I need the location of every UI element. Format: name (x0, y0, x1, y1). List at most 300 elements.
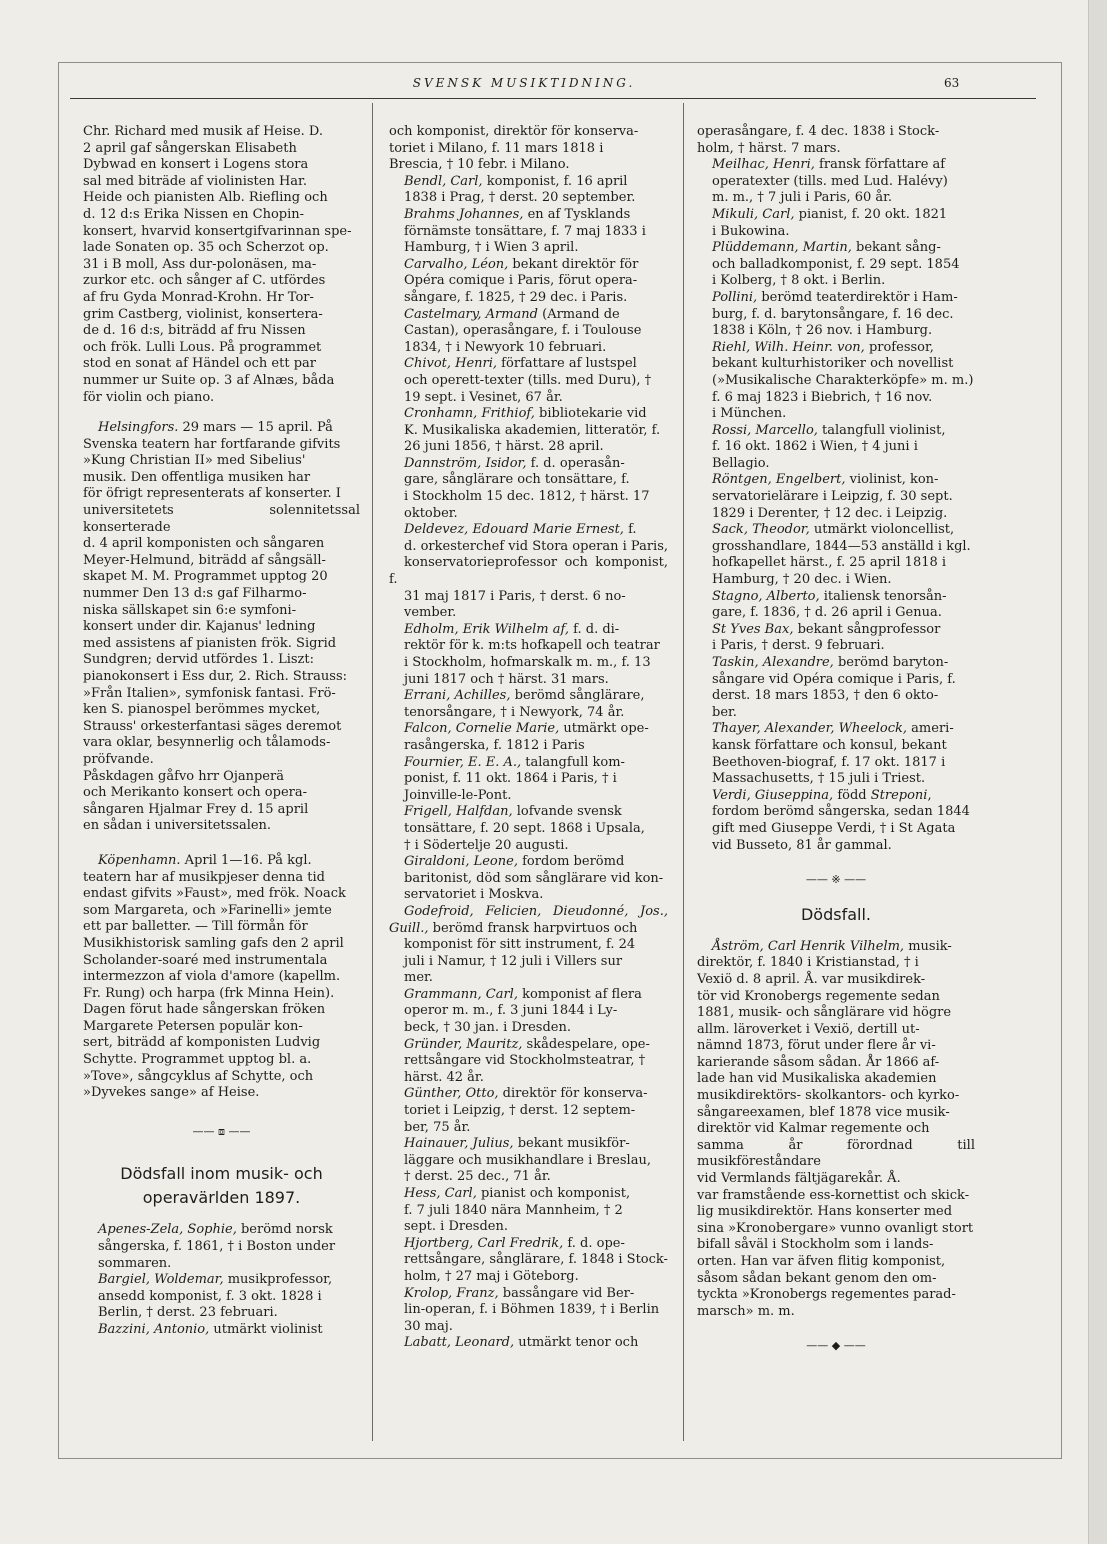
text-line: fordom berömd (517, 854, 625, 870)
text-line: servatorielärare i Leipzig, f. 30 sept. (712, 489, 953, 505)
place-name: Köpenhamn. (98, 852, 181, 868)
text-line: Castan), operasångare, f. i Toulouse (404, 323, 642, 339)
person-name: Riehl, Wilh. Heinr. von, (712, 339, 865, 355)
text-line: d. orkesterchef vid Stora operan i Paris, (404, 538, 668, 554)
text-line: nämnd 1873, förut under flere år vi- (697, 1038, 936, 1054)
text-line: sångerska, f. 1861, † i Boston under (98, 1239, 336, 1255)
text-line: »Från Italien», symfonisk fantasi. Frö- (83, 685, 336, 701)
text-line: rettsångare, sånglärare, f. 1848 i Stock- (404, 1252, 668, 1268)
text-line: 1838 i Köln, † 26 nov. i Hamburg. (712, 323, 933, 339)
text-line: marsch» m. m. (697, 1303, 795, 1319)
text-line: ameri- (907, 721, 954, 737)
running-head: SVENSK MUSIKTIDNING. (412, 76, 636, 90)
text-line: direktör för konserva- (498, 1086, 648, 1102)
text-line: i München. (712, 406, 787, 422)
person-name: Plüddemann, Martin, (712, 240, 852, 256)
obituary-entry (697, 472, 975, 522)
person-name: Carvalho, Léon, (404, 256, 509, 272)
text-line: pröfvande. (83, 751, 154, 767)
text-line: Opéra comique i Paris, förut opera- (404, 273, 638, 289)
obituary-list (83, 1222, 360, 1338)
text-line: tör vid Kronobergs regemente sedan (697, 988, 940, 1004)
text-line: af fru Gyda Monrad-Krohn. Hr Tor- (83, 289, 314, 305)
text-line: intermezzon af viola d'amore (kapellm. (83, 969, 341, 985)
obituary-entry (389, 1136, 668, 1186)
text-line: italiensk tenorsån- (819, 588, 947, 604)
text-line: ken S. pianospel berömmes mycket, (83, 702, 321, 718)
text-line: Joinville-le-Pont. (404, 787, 512, 803)
text-line: »Kung Christian II» med Sibelius' (83, 453, 306, 469)
text-line: hofkapellet härst., f. 25 april 1818 i (712, 555, 947, 571)
text-line: bifall såväl i Stockholm som i lands- (697, 1237, 934, 1253)
text-line: servatoriet i Moskva. (404, 887, 544, 903)
text-line: holm, † 27 maj i Göteborg. (404, 1268, 579, 1284)
text-line: Påskdagen gåfvo hrr Ojanperä (83, 768, 284, 784)
text-line: vid Busseto, 81 år gammal. (712, 837, 892, 853)
person-name: Verdi, Giuseppina, (712, 787, 834, 803)
text-line: stod en sonat af Händel och ett par (83, 356, 316, 372)
text-line: i Stockholm 15 dec. 1812, † härst. 17 (404, 489, 650, 505)
text-line: teatern har af musikpjeser denna tid (83, 869, 325, 885)
ornament-divider: —— ⧈ —— (192, 1124, 251, 1138)
text-line: zurkor etc. och sånger af C. utfördes (83, 273, 326, 289)
place-name: Helsingfors. (98, 420, 179, 436)
text-line: oktober. (404, 505, 458, 521)
text-line: skapet M. M. Programmet upptog 20 (83, 569, 328, 585)
text-line: operatexter (tills. med Lud. Halévy) (712, 173, 948, 189)
person-name: Labatt, Leonard, (404, 1335, 515, 1351)
text-line: lade Sonaten op. 35 och Scherzot op. (83, 240, 329, 256)
text-line: »Tove», sångcyklus af Schytte, och (83, 1068, 314, 1084)
person-name: Taskin, Alexandre, (712, 655, 834, 670)
text-line: orten. Han var äfven flitig komponist, (697, 1254, 946, 1269)
person-name: Röntgen, Engelbert, (712, 472, 846, 488)
person-name: Frigell, Halfdan, (404, 804, 513, 820)
text-line: Beethoven-biograf, f. 17 okt. 1817 i (712, 754, 946, 770)
text-line: berömd teaterdirektör i Ham- (757, 289, 958, 305)
text-line: burg, f. d. barytonsångare, f. 16 dec. (712, 306, 954, 322)
text-line: sångare, f. 1825, † 29 dec. i Paris. (404, 289, 628, 305)
person-name: Hjortberg, Carl Fredrik, (404, 1235, 564, 1251)
text-line: f. 7 juli 1840 nära Mannheim, † 2 (404, 1202, 623, 1218)
text-line: (Armand de (538, 306, 620, 322)
text-line: juli i Namur, † 12 juli i Villers sur (404, 953, 623, 969)
text-line: gare, f. 1836, † d. 26 april i Genua. (712, 605, 942, 621)
text-line: tonsättare, f. 20 sept. 1868 i Upsala, (404, 820, 645, 836)
ornament-divider: —— ◆ —— (806, 1339, 866, 1353)
person-name: Bargiel, Woldemar, (98, 1272, 224, 1288)
text-line: vid Vermlands fältjägarekår. Å. (697, 1171, 901, 1187)
person-name: Bazzini, Antonio, (98, 1322, 210, 1337)
obituary-entry (389, 804, 668, 854)
text-line: fordom berömd sångerska, sedan 1844 (712, 804, 970, 820)
text-line: Margarete Petersen populär kon- (83, 1018, 303, 1034)
obituary-entry (697, 290, 975, 340)
text-line: rettsångare vid Stockholmsteatrar, † (404, 1053, 646, 1069)
text-line: 19 sept. i Vesinet, 67 år. (404, 389, 563, 405)
text-line: var framstående ess-kornettist och skick- (697, 1187, 970, 1203)
obituary-entry (83, 1322, 360, 1339)
text-line: 1829 i Derenter, † 12 dec. i Leipzig. (712, 505, 948, 521)
text-line: Massachusetts, † 15 juli i Triest. (712, 771, 926, 787)
obituary-entry (389, 1086, 668, 1136)
text-line: bekant sångprofessor (793, 621, 941, 637)
text-line: sångaren Hjalmar Frey d. 15 april (83, 801, 309, 817)
obituary-entry (389, 1236, 668, 1286)
text-line: 29 mars — 15 april. På (178, 420, 333, 436)
text-line: komponist af flera (517, 986, 642, 1002)
person-name: Gründer, Mauritz, (404, 1036, 523, 1052)
text-line: talangfull kom- (521, 754, 625, 770)
obituary-entry (389, 904, 668, 987)
text-line: förnämste tonsättare, f. 7 maj 1833 i (404, 223, 646, 239)
text-line: ansedd komponist, f. 3 okt. 1828 i (98, 1288, 322, 1304)
text-line: m. m., † 7 juli i Paris, 60 år. (712, 190, 893, 206)
text-line: Chr. Richard med musik af Heise. D. (83, 124, 324, 139)
norway-concerts-paragraph (83, 124, 360, 406)
text-line: f. d. operasån- (526, 455, 625, 471)
text-line: musik. Den offentliga musiken har (83, 469, 311, 485)
text-line: operor m. m., f. 3 juni 1844 i Ly- (404, 1003, 618, 1019)
obituary-entry (389, 257, 668, 307)
text-line: ponist, f. 11 okt. 1864 i Paris, † i (404, 771, 617, 787)
text-line: berömd fransk harpvirtuos och (428, 920, 638, 936)
text-line: K. Musikaliska akademien, litteratör, f. (404, 422, 661, 438)
person-name: St Yves Bax, (712, 621, 794, 637)
text-line: komponist, f. 16 april (482, 173, 628, 189)
person-name: Meilhac, Henri, (712, 157, 815, 173)
person-name: Apenes-Zela, Sophie, (98, 1222, 237, 1238)
column-divider (372, 103, 373, 1441)
text-line: f. 16 okt. 1862 i Wien, † 4 juni i (712, 439, 918, 455)
obituary-entry (389, 1037, 668, 1087)
text-line: gift med Giuseppe Verdi, † i St Agata (712, 820, 956, 836)
text-line: och balladkomponist, f. 29 sept. 1854 (712, 256, 960, 272)
text-line: derst. 18 mars 1853, † den 6 okto- (712, 688, 939, 704)
text-line: Meyer-Helmund, biträdd af sångsäll- (83, 552, 326, 568)
person-name: Sack, Theodor, (712, 522, 810, 538)
obituary-list (697, 124, 975, 854)
text-line: 1881, musik- och sånglärare vid högre (697, 1005, 952, 1021)
text-line: sert, biträdd af komponisten Ludvig (83, 1035, 321, 1051)
obituary-entry (389, 207, 668, 257)
person-name: Fournier, E. E. A., (404, 754, 522, 770)
text-line: bekant kulturhistoriker och novellist (712, 356, 954, 372)
obituary-entry (697, 240, 975, 290)
obituary-entry (697, 423, 975, 473)
text-line: fransk författare af (814, 157, 946, 173)
text-line: utmärkt tenor och (514, 1335, 639, 1351)
text-line: i Bukowina. (712, 223, 790, 239)
text-line: en af Tysklands (523, 206, 631, 222)
text-line: allm. läroverket i Vexiö, dertill ut- (697, 1021, 920, 1037)
kobenhavn-paragraph (83, 853, 360, 1102)
text-line: härst. 42 år. (404, 1069, 484, 1085)
obituary-entry (697, 655, 975, 721)
text-line: (»Musikalische Charakterköpfe» m. m.) (712, 372, 974, 388)
heading-line: operavärlden 1897. (142, 1188, 301, 1208)
heading-line: Dödsfall inom musik- och (120, 1164, 323, 1184)
text-line: en sådan i universitetssalen. (83, 818, 272, 834)
text-line: i Paris, † derst. 9 februari. (712, 638, 885, 654)
text-line: holm, † härst. 7 mars. (697, 140, 841, 156)
text-line: nummer ur Suite op. 3 af Alnæs, båda (83, 372, 335, 388)
text-line: Svenska teatern har fortfarande gifvits (83, 436, 341, 452)
page-edge (1088, 0, 1107, 1544)
text-line: kansk författare och konsul, bekant (712, 737, 947, 753)
text-line: berömd sånglärare, (510, 688, 645, 704)
text-line: ber. (712, 704, 737, 720)
text-line: Hamburg, † i Wien 3 april. (404, 240, 579, 256)
obituary-entry (697, 721, 975, 787)
obituary-entry (389, 1335, 668, 1352)
text-line: d. 4 april komponisten och sångaren (83, 536, 325, 552)
column-2 (389, 124, 668, 1352)
obituary-entry (389, 406, 668, 456)
text-line: † i Södertelje 20 augusti. (404, 837, 569, 853)
text-line: för violin och piano. (83, 389, 215, 405)
text-line: sal med biträde af violinisten Har. (83, 173, 307, 189)
obituary-heading (83, 1162, 360, 1210)
text-line: Dagen förut hade sångerskan fröken (83, 1002, 326, 1018)
text-line: Berlin, † derst. 23 februari. (98, 1305, 278, 1321)
obituary-entry (389, 522, 668, 622)
text-line: 26 juni 1856, † härst. 28 april. (404, 439, 604, 455)
text-line: född (833, 787, 871, 803)
text-line: talangfull violinist, (817, 422, 946, 438)
text-line: bassångare vid Ber- (498, 1285, 635, 1301)
text-line: skådespelare, ope- (522, 1036, 650, 1052)
text-line: operasångare, f. 4 dec. 1838 i Stock- (697, 124, 940, 139)
text-line: karierande såsom sådan. År 1866 af- (697, 1054, 940, 1070)
text-line: och frök. Lulli Lous. På programmet (83, 339, 322, 355)
text-line: rektör för k. m:ts hofkapell och teatrar (404, 638, 660, 654)
text-line: sina »Kronobergare» vunno ovanligt stort (697, 1220, 974, 1236)
obituary-entry (697, 589, 975, 622)
obituary-entry (389, 622, 668, 688)
text-line: toriet i Milano, f. 11 mars 1818 i (389, 140, 604, 156)
text-line: och komponist, direktör för konserva- (389, 124, 639, 139)
text-line: författare af lustspel (497, 356, 637, 372)
column-divider (683, 103, 684, 1441)
text-line: April 1—16. På kgl. (180, 852, 312, 868)
text-line: utmärkt ope- (559, 721, 649, 737)
person-name: Åström, Carl Henrik Vilhelm, (712, 938, 905, 954)
text-line: Scholander-soaré med instrumentala (83, 952, 328, 968)
text-line: i Stockholm, hofmarskalk m. m., f. 13 (404, 655, 651, 670)
text-line: baritonist, död som sånglärare vid kon- (404, 870, 664, 886)
obituary-entry (389, 1186, 668, 1236)
text-line: lig musikdirektör. Hans konserter med (697, 1204, 953, 1220)
person-name: Dannström, Isidor, (404, 455, 527, 471)
obituary-entry (389, 307, 668, 357)
obituary-entry (83, 1222, 360, 1272)
text-line: Musikhistorisk samling gafs den 2 april (83, 935, 344, 951)
text-line: Bellagio. (712, 455, 770, 471)
text-line: musikprofessor, (223, 1272, 333, 1288)
text-line: Hamburg, † 20 dec. i Wien. (712, 572, 892, 588)
person-name: Bendl, Carl, (404, 173, 483, 189)
obituary-entry (697, 340, 975, 423)
person-name: Edholm, Erik Wilhelm af, (404, 621, 569, 637)
text-line: bekant direktör för (508, 256, 639, 272)
text-line: Fr. Rung) och harpa (frk Minna Hein). (83, 985, 335, 1001)
text-line: bekant musikför- (513, 1136, 630, 1152)
text-line: pianokonsert i Ess dur, 2. Rich. Strauss: (83, 669, 348, 684)
text-line: 1838 i Prag, † derst. 20 september. (404, 190, 636, 206)
text-line: sångareexamen, blef 1878 vice musik- (697, 1104, 950, 1120)
text-line: 31 maj 1817 i Paris, † derst. 6 no- (404, 588, 626, 604)
person-name: Rossi, Marcello, (712, 422, 818, 438)
person-name: Errani, Achilles, (404, 688, 511, 704)
text-line: de d. 16 d:s, biträdd af fru Nissen (83, 323, 306, 339)
text-line: samma år förordnad till musikföreståndare (697, 1137, 975, 1170)
helsingfors-paragraph (83, 420, 360, 768)
text-line: ber, 75 år. (404, 1119, 471, 1135)
text-line: professor, (864, 339, 934, 355)
text-line: Schytte. Programmet upptog bl. a. (83, 1052, 312, 1068)
column-3 (697, 124, 975, 1377)
obituary-entry (389, 174, 668, 207)
text-line: endast gifvits »Faust», med frök. Noack (83, 886, 346, 902)
text-line: vara oklar, besynnerlig och tålamods- (83, 735, 331, 751)
text-line: komponist för sitt instrument, f. 24 (404, 937, 636, 953)
text-line: bekant sång- (851, 240, 941, 256)
person-name: Hainauer, Julius, (404, 1136, 514, 1152)
text-line: direktör vid Kalmar regemente och (697, 1121, 930, 1137)
text-line: konsert, hvarvid konsertgifvarinnan spe- (83, 223, 352, 239)
text-line: konsert under dir. Kajanus' ledning (83, 619, 316, 635)
astrom-obituary (697, 939, 975, 1321)
page-number: 63 (944, 76, 960, 90)
column-1 (83, 124, 360, 1339)
text-line: tenorsångare, † i Newyork, 74 år. (404, 704, 625, 720)
text-line: nummer Den 13 d:s gaf Filharmo- (83, 586, 307, 602)
text-line: för öfrigt representerats af konserter. I (83, 486, 341, 502)
obituary-entry (697, 157, 975, 207)
obituary-entry (389, 987, 668, 1037)
text-line: berömd baryton- (833, 655, 949, 670)
text-line: juni 1817 och † härst. 31 mars. (404, 671, 609, 687)
obituary-entry (697, 622, 975, 655)
text-line: toriet i Leipzig, † derst. 12 septem- (404, 1103, 636, 1119)
text-line: , (927, 787, 932, 803)
text-line: och Merikanto konsert och opera- (83, 785, 307, 801)
text-line: niska sällskapet sin 6:e symfoni- (83, 602, 297, 618)
text-line: direktör, f. 1840 i Kristianstad, † i (697, 955, 919, 971)
text-line: berömd norsk (236, 1222, 333, 1238)
text-line: som Margareta, och »Farinelli» jemte (83, 902, 332, 918)
text-line: sångare vid Opéra comique i Paris, f. (712, 671, 956, 687)
obituary-entry (389, 854, 668, 904)
text-line: f. d. ope- (563, 1235, 625, 1251)
person-name: Falcon, Cornelie Marie, (404, 721, 560, 737)
obituary-entry (389, 1286, 668, 1336)
text-line: gare, sånglärare och tonsättare, f. (404, 472, 630, 488)
text-line: sommaren. (98, 1255, 172, 1271)
text-line: pianist och komponist, (476, 1186, 631, 1201)
obituary-entry (697, 207, 975, 240)
obituary-entry (389, 356, 668, 406)
text-line: Heide och pianisten Alb. Riefling och (83, 190, 328, 206)
text-line: beck, † 30 jan. i Dresden. (404, 1020, 571, 1036)
obituary-entry (83, 1272, 360, 1322)
text-line: universitetets solennitetssal konserterade (83, 503, 360, 535)
paskdagen-paragraph (83, 769, 360, 835)
text-line: ett par balletter. — Till förmån för (83, 919, 308, 935)
text-line: Brescia, † 10 febr. i Milano. (389, 157, 570, 173)
header-rule (70, 98, 1036, 99)
text-line: violinist, kon- (845, 472, 939, 488)
person-name: Cronhamn, Frithiof, (404, 406, 535, 422)
text-line: utmärkt violinist (209, 1322, 323, 1337)
text-line: pianist, f. 20 okt. 1821 (794, 206, 948, 222)
text-line: 2 april gaf sångerskan Elisabeth (83, 140, 297, 156)
text-line: Sundgren; dervid utfördes 1. Liszt: (83, 652, 314, 668)
obituary-entry (389, 755, 668, 805)
obituary-entry (697, 522, 975, 588)
text-line: d. 12 d:s Erika Nissen en Chopin- (83, 206, 305, 222)
ornament-divider: —— ※ —— (805, 873, 867, 887)
text-line: musikdirektörs- skolkantors- och kyrko- (697, 1088, 960, 1104)
text-line: »Dyvekes sange» af Heise. (83, 1085, 260, 1101)
text-line: tyckta »Kronobergs regementes parad- (697, 1287, 956, 1303)
obituary-entry (389, 721, 668, 754)
text-line: med assistens af pianisten frök. Sigrid (83, 635, 337, 651)
person-name: Castelmary, Armand (404, 306, 538, 322)
text-line: Strauss' orkesterfantasi säges deremot (83, 718, 342, 734)
text-line: konservatorieprofessor och komponist, f. (389, 555, 668, 588)
text-line: Vexiö d. 8 april. Å. var musikdirek- (697, 971, 926, 987)
text-line: såsom sådan bekant genom den om- (697, 1270, 937, 1286)
obituary-list (389, 124, 668, 1352)
obituary-entry (697, 124, 975, 157)
text-line: † derst. 25 dec., 71 år. (404, 1169, 551, 1185)
text-line: Dybwad en konsert i Logens stora (83, 157, 309, 173)
text-line: 31 i B moll, Ass dur-polonäsen, ma- (83, 256, 317, 272)
text-line: grosshandlare, 1844—53 anställd i kgl. (712, 538, 971, 554)
text-line: i Kolberg, † 8 okt. i Berlin. (712, 273, 886, 289)
text-line: läggare och musikhandlare i Breslau, (404, 1152, 651, 1168)
person-name: Brahms Johannes, (404, 206, 524, 222)
dodsfall-heading: Dödsfall. (800, 904, 871, 924)
text-line: rasångerska, f. 1812 i Paris (404, 737, 585, 753)
person-name: Hess, Carl, (404, 1186, 477, 1201)
person-name: Günther, Otto, (404, 1086, 499, 1102)
text-line: grim Castberg, violinist, konsertera- (83, 306, 323, 322)
person-name: Stagno, Alberto, (712, 588, 820, 604)
person-name: Giraldoni, Leone, (404, 854, 518, 870)
text-line: Streponi (870, 787, 928, 803)
text-line: vember. (404, 605, 457, 621)
text-line: mer. (404, 970, 433, 986)
obituary-entry (389, 688, 668, 721)
text-line: 1834, † i Newyork 10 februari. (404, 339, 607, 355)
person-name: Chivot, Henri, (404, 356, 498, 372)
text-line: f. d. di- (569, 621, 620, 637)
obituary-entry (697, 788, 975, 854)
text-line: f. 6 maj 1823 i Biebrich, † 16 nov. (712, 389, 933, 405)
text-line: lofvande svensk (512, 804, 622, 820)
text-line: bibliotekarie vid (534, 406, 647, 422)
text-line: och operett-texter (tills. med Duru), † (404, 372, 652, 388)
text-line: 30 maj. (404, 1318, 453, 1334)
text-line: musik- (904, 938, 952, 954)
obituary-entry (389, 456, 668, 522)
person-name: Grammann, Carl, (404, 986, 518, 1002)
person-name: Deldevez, Edouard Marie Ernest, (404, 522, 624, 538)
text-line: sept. i Dresden. (404, 1219, 508, 1235)
